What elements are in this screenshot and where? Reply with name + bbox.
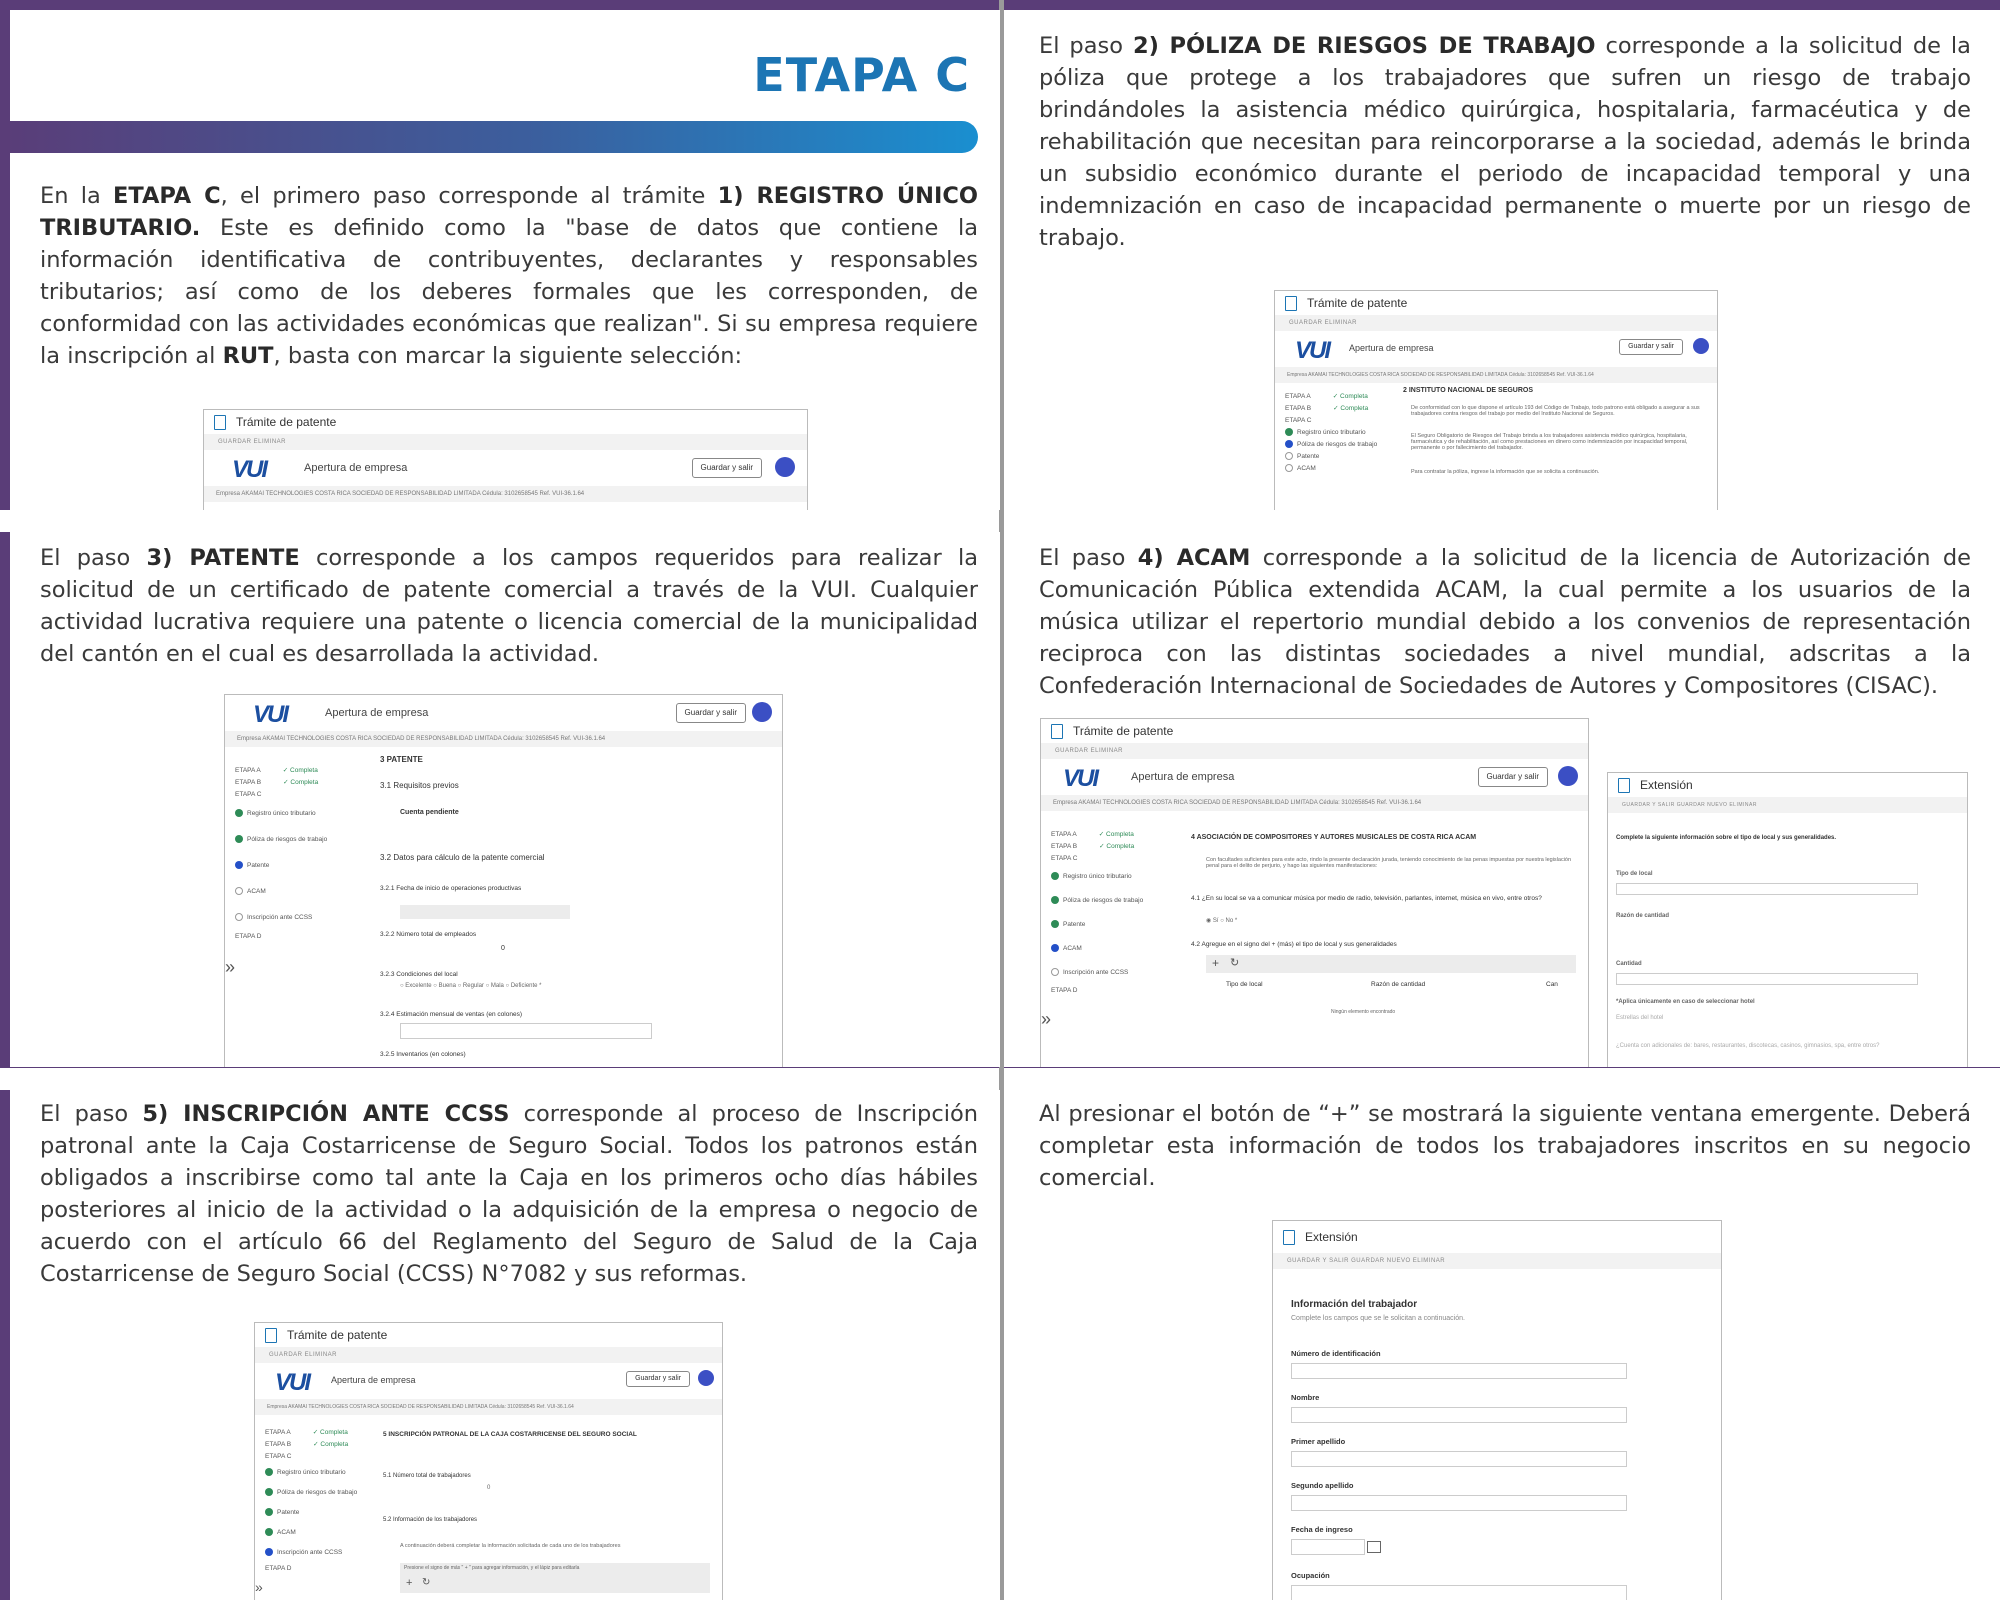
avatar[interactable] xyxy=(752,702,772,722)
avatar[interactable] xyxy=(1693,338,1709,354)
toolbar: GUARDAR ELIMINAR xyxy=(1275,315,1717,331)
save-exit-button[interactable]: Guardar y salir xyxy=(1619,339,1683,355)
vui-logo: VUI xyxy=(232,456,267,483)
app-title: Apertura de empresa xyxy=(331,1375,416,1385)
field-label: 4.2 Agregue en el signo del + (más) el tipo de local y sus generalidades xyxy=(1191,941,1397,948)
toolbar: GUARDAR Y SALIR GUARDAR NUEVO ELIMINAR xyxy=(1608,797,1967,813)
hire-date-input[interactable] xyxy=(1291,1539,1365,1555)
vui-logo: VUI xyxy=(275,1369,310,1396)
section-text: Para contratar la póliza, ingrese la información que se solicita a continuación. xyxy=(1411,469,1600,475)
panel-poliza xyxy=(1004,10,2000,510)
field-label: Cuenta pendiente xyxy=(400,809,459,816)
document-icon xyxy=(1283,1230,1295,1245)
field-label: 3.2 Datos para cálculo de la patente comercial xyxy=(380,853,545,862)
collapse-icon[interactable]: » xyxy=(225,957,236,977)
second-surname-input[interactable] xyxy=(1291,1495,1627,1511)
app-header xyxy=(1275,331,1717,368)
document-icon xyxy=(1618,778,1630,793)
field-label: 3.2.4 Estimación mensual de ventas (en colones) xyxy=(380,1011,522,1018)
company-bar: Empresa AKAMAI TECHNOLOGIES COSTA RICA SOCIEDAD DE RESPONSABILIDAD LIMITADA Cédula: 3102658545 Ref. VUI-36.1.64 xyxy=(225,731,782,747)
company-bar: Empresa AKAMAI TECHNOLOGIES COSTA RICA SOCIEDAD DE RESPONSABILIDAD LIMITADA Cédula: 3102658545 Ref. VUI-36.1.64 xyxy=(255,1399,722,1415)
sales-input[interactable] xyxy=(400,1023,652,1039)
vui-logo: VUI xyxy=(253,701,288,728)
section-heading: 3 PATENTE xyxy=(380,755,423,764)
field-label: *Aplica únicamente en caso de seleccionar hotel xyxy=(1616,999,1755,1005)
section-text: Con facultades suficientes para este acto, rindo la presente declaración jurada, teniendo conocimiento de las penas impuestas por nuestra legislación penal para el delito de perjurio, y hago las siguientes manifestaciones: xyxy=(1206,857,1572,869)
paragraph: El paso 3) PATENTE corresponde a los campos requeridos para realizar la solicitud de un certificado de patente comercial a través de la VUI. Cualquier actividad lucrativa requiere una patente o licencia comercial de la municipalidad del cantón en el cual es desarrollada la actividad. xyxy=(40,545,978,667)
stage-sidebar: ETAPA A ✓ Completa ETAPA B ✓ Completa ETAPA C Registro único tributario Póliza de riesgos de trabajo Patente ACAM Inscripción ante CCSS ETAPA D xyxy=(265,1429,358,1572)
paragraph: El paso 2) PÓLIZA DE RIESGOS DE TRABAJO corresponde a la solicitud de la póliza que protege a los trabajadores que sufren un riesgo de trabajo brindándoles la asistencia médico quirúrgica, hospitalaria, farmacéutica y de rehabilitación que necesitan para reincorporarse a la sociedad, además le brinda un subsidio económico durante el periodo de incapacidad temporal y una indemnización en caso de incapacidad permanente o muerte por un riesgo de trabajo. xyxy=(1039,33,1971,251)
field-value: 0 xyxy=(487,1485,491,1491)
app-header xyxy=(1041,759,1588,796)
field-placeholder: ¿Cuenta con adicionales de: bares, restaurantes, discotecas, casinos, gimnasios, spa, entre otros? xyxy=(1616,1043,1880,1049)
collapse-icon[interactable]: » xyxy=(255,1579,263,1595)
field-label: Cantidad xyxy=(1616,961,1642,967)
document-icon xyxy=(214,415,226,430)
field-label: Tipo de local xyxy=(1616,871,1653,877)
field-placeholder: Estrellas del hotel xyxy=(1616,1015,1664,1021)
save-exit-button[interactable]: Guardar y salir xyxy=(1478,767,1548,787)
window-title: Extensión xyxy=(1273,1221,1721,1254)
field-label: 4.1 ¿En su local se va a comunicar música por medio de radio, televisión, parlantes, internet, música en vivo, entre otros? xyxy=(1191,895,1542,902)
local-type-select[interactable] xyxy=(1616,883,1918,895)
field-label: Número de identificación xyxy=(1291,1349,1381,1358)
company-bar: Empresa AKAMAI TECHNOLOGIES COSTA RICA SOCIEDAD DE RESPONSABILIDAD LIMITADA Cédula: 3102658545 Ref. VUI-36.1.64 xyxy=(1041,795,1588,811)
save-exit-button[interactable]: Guardar y salir xyxy=(626,1371,690,1387)
app-title: Apertura de empresa xyxy=(304,462,408,474)
paragraph: En la ETAPA C, el primero paso corresponde al trámite 1) REGISTRO ÚNICO TRIBUTARIO. Este es definido como la "base de datos que contiene la información identificativa de contribuyentes, declarantes y responsables tributarios; así como de los deberes formales que les corresponden, de conformidad con las actividades económicas que realizan". Si su empresa requiere la inscripción al RUT, basta con marcar la siguiente selección: xyxy=(40,183,979,369)
document-icon xyxy=(265,1328,277,1343)
company-bar: Empresa AKAMAI TECHNOLOGIES COSTA RICA SOCIEDAD DE RESPONSABILIDAD LIMITADA Cédula: 3102658545 Ref. VUI-36.1.64 xyxy=(1275,367,1717,383)
avatar[interactable] xyxy=(775,457,795,477)
field-label: Primer apellido xyxy=(1291,1437,1346,1446)
workers-grid: Presione el signo de más " + " para agregar información, y el lápiz para editarla + ↻ xyxy=(400,1563,710,1593)
save-exit-button[interactable]: Guardar y salir xyxy=(692,458,762,478)
section-text: De conformidad con lo que dispone el artículo 193 del Código de Trabajo, todo patrono está obligado a asegurar a sus trabajadores contra riesgos del trabajo por medio del Instituto Nacional de Seguros. xyxy=(1411,405,1700,417)
window-title: Extensión xyxy=(1608,773,1967,798)
vui-logo: VUI xyxy=(1295,337,1330,364)
add-icon[interactable]: + xyxy=(1212,956,1220,970)
form-subtitle: Complete los campos que se le solicitan a continuación. xyxy=(1291,1315,1465,1322)
app-title: Apertura de empresa xyxy=(325,707,429,719)
page-title: ETAPA C xyxy=(753,48,970,102)
calendar-icon[interactable] xyxy=(1367,1541,1381,1553)
id-number-input[interactable] xyxy=(1291,1363,1627,1379)
refresh-icon[interactable]: ↻ xyxy=(1230,957,1240,969)
form-heading: Información del trabajador xyxy=(1291,1299,1418,1310)
column-header: Razón de cantidad xyxy=(1371,981,1426,988)
app-header xyxy=(225,695,782,732)
app-title: Apertura de empresa xyxy=(1349,343,1434,353)
field-label: 3.2.3 Condiciones del local xyxy=(380,971,458,978)
section-heading: 4 ASOCIACIÓN DE COMPOSITORES Y AUTORES MUSICALES DE COSTA RICA ACAM xyxy=(1191,834,1477,841)
screenshot-acam-extension xyxy=(1607,772,1968,1067)
column-header: Tipo de local xyxy=(1226,981,1263,988)
field-label: 3.2.1 Fecha de inicio de operaciones productivas xyxy=(380,885,522,892)
toolbar: GUARDAR ELIMINAR xyxy=(204,434,807,450)
paragraph: Al presionar el botón de “+” se mostrará la siguiente ventana emergente. Deberá completar esta información de todos los trabajadores inscritos en su negocio comercial. xyxy=(1039,1101,1971,1191)
screenshot-patente xyxy=(224,694,783,1067)
app-title: Apertura de empresa xyxy=(1131,771,1235,783)
screenshot-ccss xyxy=(254,1322,723,1600)
occupation-select[interactable] xyxy=(1291,1585,1627,1600)
first-surname-input[interactable] xyxy=(1291,1451,1627,1467)
toolbar: GUARDAR ELIMINAR xyxy=(255,1347,722,1363)
screenshot-worker-popup xyxy=(1272,1220,1722,1600)
avatar[interactable] xyxy=(698,1370,714,1386)
collapse-icon[interactable]: » xyxy=(1041,1009,1052,1029)
paragraph: El paso 4) ACAM corresponde a la solicitud de la licencia de Autorización de Comunicación Pública extendida ACAM, la cual permite a los usuarios de la música utilizar el repertorio mundial debido a los convenios de representación reciproca con las distintas sociedades a nivel mundial, adscritas a la Confederación Internacional de Sociedades de Autores y Compositores (CISAC). xyxy=(1039,545,1971,699)
field-label: 3.2.2 Número total de empleados xyxy=(380,931,477,938)
panel-popup xyxy=(1004,1090,2000,1600)
empty-message: Ningún elemento encontrado xyxy=(1331,1009,1396,1015)
window-title: Trámite de patente xyxy=(1275,291,1717,316)
section-heading: 5 INSCRIPCIÓN PATRONAL DE LA CAJA COSTARRICENSE DEL SEGURO SOCIAL xyxy=(383,1431,637,1438)
panel-registro-unico xyxy=(10,10,1000,510)
stage-sidebar: ETAPA A ✓ Completa ETAPA B ✓ Completa ETAPA C Registro único tributario Póliza de riesgos de trabajo Patente ACAM Inscripción ante CCSS ETAPA D xyxy=(1051,831,1144,994)
company-bar: Empresa AKAMAI TECHNOLOGIES COSTA RICA SOCIEDAD DE RESPONSABILIDAD LIMITADA Cédula: 3102658545 Ref. VUI-36.1.64 xyxy=(204,486,807,502)
app-header xyxy=(204,450,807,487)
panel-ccss xyxy=(10,1090,1000,1600)
grid-toolbar xyxy=(1206,955,1576,973)
column-header: Can xyxy=(1546,981,1558,988)
stage-sidebar: ETAPA A ✓ Completa ETAPA B ✓ Completa ETAPA C Registro único tributario Póliza de riesgos de trabajo Patente ACAM xyxy=(1285,393,1378,472)
toolbar: GUARDAR ELIMINAR xyxy=(1041,743,1588,759)
save-exit-button[interactable]: Guardar y salir xyxy=(676,703,746,723)
field-label: Segundo apellido xyxy=(1291,1481,1354,1490)
field-label: Nombre xyxy=(1291,1393,1320,1402)
radio-options[interactable]: ◉ Sí ○ No * xyxy=(1206,918,1238,924)
quantity-input[interactable] xyxy=(1616,973,1918,985)
stage-sidebar: ETAPA A ✓ Completa ETAPA B ✓ Completa ETAPA C Registro único tributario Póliza de riesgos de trabajo Patente ACAM Inscripción ante CCSS ETAPA D xyxy=(235,767,328,940)
section-text: Complete la siguiente información sobre el tipo de local y sus generalidades. xyxy=(1616,835,1837,841)
panel-patente xyxy=(10,532,1000,1067)
toolbar: GUARDAR Y SALIR GUARDAR NUEVO ELIMINAR xyxy=(1273,1253,1721,1269)
field-label: 3.1 Requisitos previos xyxy=(380,781,459,790)
screenshot-rut xyxy=(203,409,808,510)
radio-options[interactable]: ○ Excelente ○ Buena ○ Regular ○ Mala ○ Deficiente * xyxy=(400,983,542,989)
field-label: 5.2 Información de los trabajadores xyxy=(383,1517,478,1523)
section-text: El Seguro Obligatorio de Riesgos del Trabajo brinda a los trabajadores asistencia médico quirúrgica, hospitalaria, farmacéutica y de rehabilitación, así como prestaciones en dinero como indemnización por incapacidad temporal, permanente o por fallecimiento del trabajador. xyxy=(1411,433,1688,451)
window-title: Trámite de patente xyxy=(1041,719,1588,744)
document-icon xyxy=(1285,296,1297,311)
name-input[interactable] xyxy=(1291,1407,1627,1423)
screenshot-acam xyxy=(1040,718,1589,1067)
paragraph: El paso 5) INSCRIPCIÓN ANTE CCSS corresponde al proceso de Inscripción patronal ante la Caja Costarricense de Seguro Social. Todos los patronos están obligados a inscribirse como tal ante la Caja en los primeros ocho días hábiles posteriores al inicio de la actividad o la adquisición de la empresa o negocio de acuerdo con el artículo 66 del Reglamento del Seguro de Salud de la Caja Costarricense de Seguro Social (CCSS) N°7082 y sus reformas. xyxy=(40,1101,978,1287)
field-label: Ocupación xyxy=(1291,1571,1330,1580)
date-field[interactable] xyxy=(400,905,570,919)
document-icon xyxy=(1051,724,1063,739)
avatar[interactable] xyxy=(1558,766,1578,786)
title-bar xyxy=(10,121,978,153)
section-heading: 2 INSTITUTO NACIONAL DE SEGUROS xyxy=(1403,387,1534,394)
field-value: 0 xyxy=(501,945,505,952)
app-header xyxy=(255,1363,722,1400)
section-text: A continuación deberá completar la información solicitada de cada uno de los trabajadores xyxy=(400,1543,621,1549)
window-title: Trámite de patente xyxy=(204,410,807,435)
field-label: 5.1 Número total de trabajadores xyxy=(383,1473,471,1479)
panel-acam xyxy=(1004,532,2000,1067)
field-label: Razón de cantidad xyxy=(1616,913,1670,919)
field-label: Fecha de ingreso xyxy=(1291,1525,1353,1534)
add-icon[interactable]: + xyxy=(406,1577,413,1589)
field-label: 3.2.5 Inventarios (en colones) xyxy=(380,1051,466,1058)
window-title: Trámite de patente xyxy=(255,1323,722,1348)
vui-logo: VUI xyxy=(1063,765,1098,792)
screenshot-poliza xyxy=(1274,290,1718,510)
refresh-icon[interactable]: ↻ xyxy=(422,1577,431,1588)
